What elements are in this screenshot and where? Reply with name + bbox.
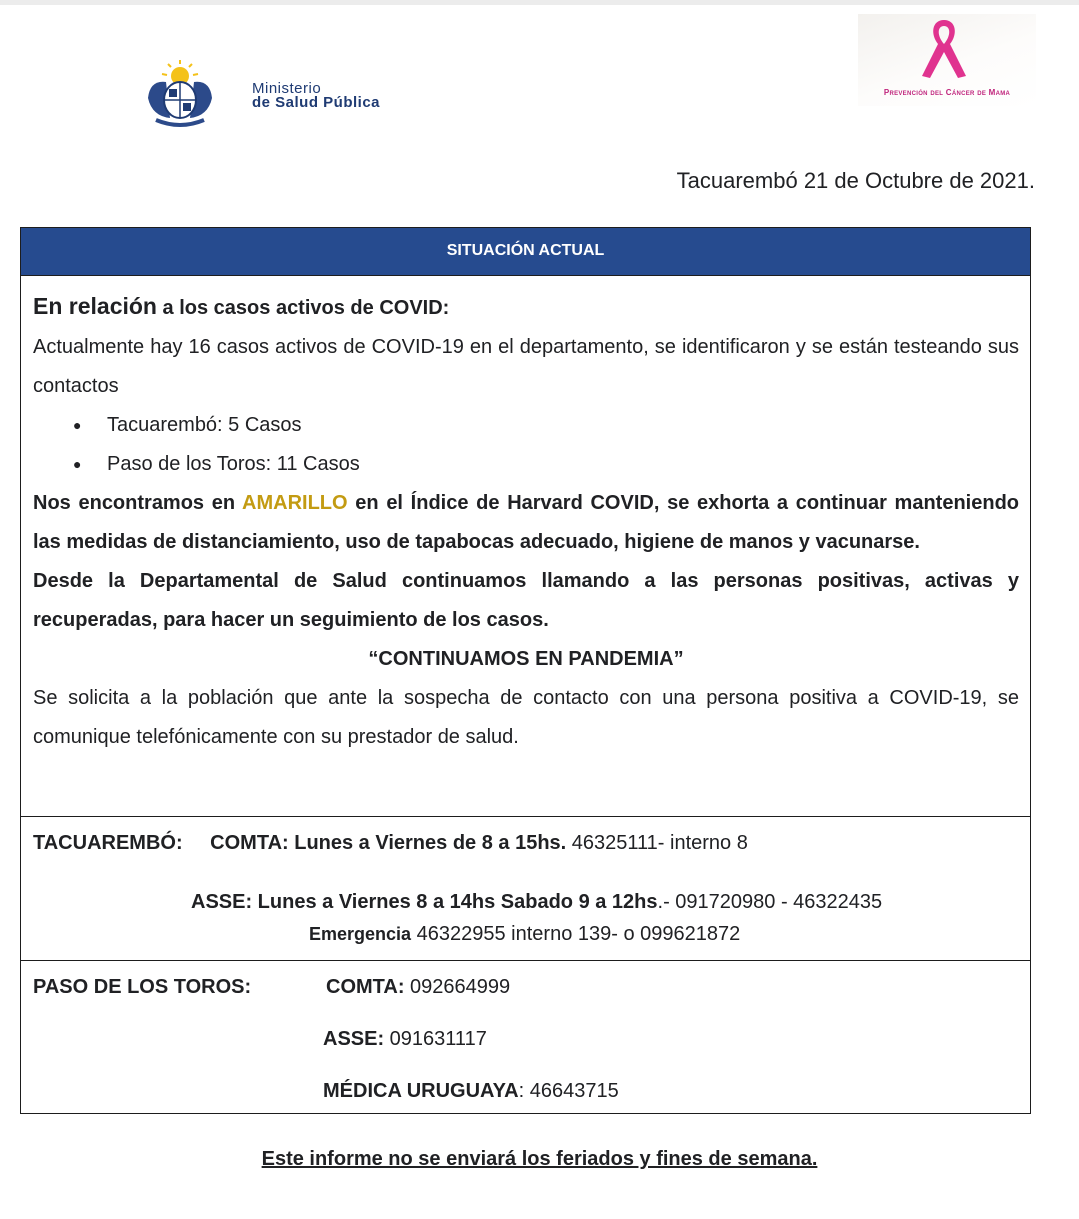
- top-edge: [0, 0, 1079, 5]
- harvard-level: AMARILLO: [242, 492, 348, 514]
- footer-note: Este informe no se enviará los feriados y fines de semana.: [261, 1148, 818, 1170]
- ministry-name-line2: de Salud Pública: [252, 94, 381, 111]
- harvard-text-end: en el Índice de Harvard COVID, se exhorta a continuar manteniendo las medidas de distanciamiento, uso de tapabocas adecuado, higiene de manos y vacunarse.: [33, 492, 1020, 553]
- harvard-paragraph: [33, 484, 1019, 562]
- paso-row: [33, 976, 251, 999]
- paso-comta-row: [326, 976, 510, 999]
- tacuarembo-comta-label: COMTA: Lunes a Viernes de 8 a 15hs.: [210, 832, 567, 854]
- request-paragraph: Se solicita a la población que ante la sospecha de contacto con una persona positiva a COVID-19, se comunique telefónicamente con su prestador de salud.: [33, 687, 1019, 748]
- situation-body: [33, 286, 1019, 757]
- followup-paragraph: Desde la Departamental de Salud continuamos llamando a las personas positivas, activas y recuperadas, para hacer un seguimiento de los casos.: [33, 570, 1019, 631]
- tacuarembo-asse-row: [191, 891, 882, 914]
- ministry-name-line1: Ministerio: [252, 80, 322, 97]
- cases-list: [33, 406, 1019, 484]
- paso-medica-label: MÉDICA URUGUAYA: [323, 1080, 519, 1102]
- paso-comta-label: COMTA:: [326, 976, 405, 998]
- emergency-label: Emergencia: [309, 924, 412, 944]
- heading-rest: a los casos activos de COVID:: [156, 297, 450, 319]
- situation-header: [21, 228, 1030, 276]
- campaign-label: Prevención del Cáncer de Mama: [883, 88, 1011, 97]
- harvard-text-start: Nos encontramos en: [33, 492, 243, 514]
- paso-medica-row: [323, 1080, 619, 1103]
- section-heading: [33, 286, 1019, 328]
- paso-asse-label: ASSE:: [323, 1028, 385, 1050]
- paso-label: PASO DE LOS TOROS:: [33, 976, 252, 998]
- paso-asse-phone: 091631117: [384, 1028, 487, 1050]
- heading-lead: En relación: [33, 293, 157, 319]
- pink-ribbon-icon: [916, 14, 972, 80]
- tacuarembo-emergency-row: [309, 923, 740, 946]
- emergency-phone: 46322955 interno 139- o 099621872: [411, 923, 741, 945]
- tacuarembo-asse-label: ASSE: Lunes a Viernes 8 a 14hs Sabado 9 a 12hs: [191, 891, 658, 913]
- tacuarembo-comta-phone: 46325111- interno 8: [566, 832, 748, 854]
- intro-paragraph: Actualmente hay 16 casos activos de COVID-19 en el departamento, se identificaron y se están testeando sus contactos: [33, 336, 1019, 397]
- campaign-logo: [858, 14, 1036, 106]
- uruguay-coat-of-arms-icon: [140, 58, 220, 128]
- situation-box: [20, 227, 1031, 1114]
- paso-medica-phone: : 46643715: [518, 1080, 619, 1102]
- tacuarembo-asse-phone: .- 091720980 - 46322435: [657, 891, 883, 913]
- list-item: ● Paso de los Toros: 11 Casos: [73, 445, 1019, 484]
- divider: [21, 960, 1030, 961]
- ministry-logo: [140, 58, 430, 130]
- report-date: Tacuarembó 21 de Octubre de 2021.: [676, 168, 1035, 193]
- slogan: “CONTINUAMOS EN PANDEMIA”: [368, 648, 684, 670]
- paso-comta-phone: 092664999: [404, 976, 511, 998]
- divider: [21, 816, 1030, 817]
- paso-asse-row: [323, 1028, 487, 1051]
- list-item: ● Tacuarembó: 5 Casos: [73, 406, 1019, 445]
- tacuarembo-label: TACUAREMBÓ:: [33, 832, 183, 854]
- situation-title: SITUACIÓN ACTUAL: [446, 242, 605, 259]
- tacuarembo-row: [33, 832, 748, 855]
